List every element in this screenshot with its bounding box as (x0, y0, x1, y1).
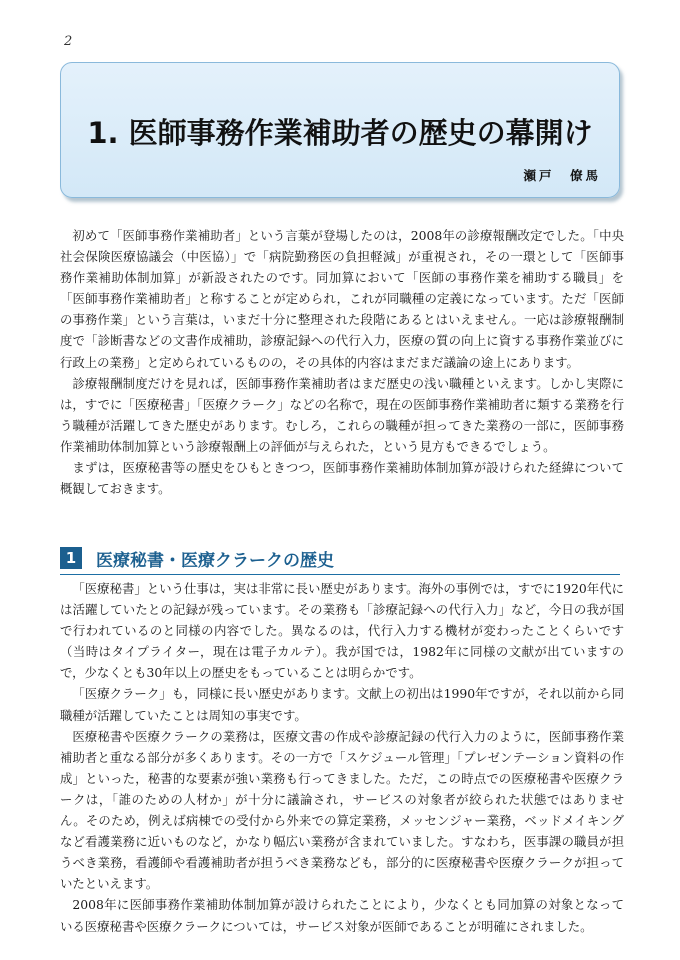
section-body-text (60, 578, 624, 937)
author-name: 瀬戸 僚馬 (523, 168, 601, 183)
paragraph: 初めて「医師事務作業補助者」という言葉が登場したのは，2008年の診療報酬改定でした。「中央社会保険医療協議会（中医協）」で「病院勤務医の負担軽減」が重視され，その一環として「医師事務作業補助体制加算」が新設されたのです。同加算において「医師の事務作業を補助する職員」を「医師事務作業補助者」と称することが定められ，これが同職種の定義になっています。ただ「医師の事務作業」という言葉は，いまだ十分に整理された段階にあるとはいえません。一応は診療報酬制度で「診断書などの文書作成補助，診療記録への代行入力，医療の質の向上に資する事務作業並びに行政上の業務」と定められているものの，その具体的内容はまだまだ議論の途上にあります。 (60, 228, 624, 370)
section-title: 医療秘書・医療クラークの歴史 (96, 550, 334, 571)
paragraph: まずは，医療秘書等の歴史をひもときつつ，医師事務作業補助体制加算が設けられた経緯について概観しておきます。 (60, 460, 624, 497)
section-heading (60, 546, 620, 575)
paragraph: 2008年に医師事務作業補助体制加算が設けられたことにより，少なくとも同加算の対象となっている医療秘書や医療クラークについては，サービス対象が医師であることが明確にされました。 (60, 897, 624, 934)
paragraph: 医療秘書や医療クラークの業務は，医療文書の作成や診療記録の代行入力のように，医師事務作業補助者と重なる部分が多くあります。その一方で「スケジュール管理」「プレゼンテーション資料の作成」といった，秘書的な要素が強い業務も行ってきました。ただ，この時点での医療秘書や医療クラークは，「誰のための人材か」が十分に議論され，サービスの対象者が絞られた状態ではありません。そのため，例えば病棟での受付から外来での算定業務，メッセンジャー業務，ベッドメイキングなど看護業務に近いものなど，かなり幅広い業務が含まれていました。すなわち，医事課の職員が担うべき業務，看護師や看護補助者が担うべき業務なども，部分的に医療秘書や医療クラークが担っていたといえます。 (60, 728, 624, 892)
chapter-title: 1. 医師事務作業補助者の歴史の幕開け (87, 116, 593, 150)
page-number: 2 (64, 34, 73, 49)
section-number-badge: 1 (60, 547, 82, 569)
paragraph: 「医療クラーク」も，同様に長い歴史があります。文献上の初出は1990年ですが，それ以前から同職種が活躍していたことは周知の事実です。 (60, 686, 624, 723)
chapter-title-box (60, 62, 620, 198)
intro-text (60, 225, 624, 499)
paragraph: 診療報酬制度だけを見れば，医師事務作業補助者はまだ歴史の浅い職種といえます。しかし実際には，すでに「医療秘書」「医療クラーク」などの名称で，現在の医師事務作業補助者に類する業務を行う職種が活躍してきた歴史があります。むしろ，これらの職種が担ってきた業務の一部に，医師事務作業補助体制加算という診療報酬上の評価が与えられた，という見方もできるでしょう。 (60, 375, 624, 454)
paragraph: 「医療秘書」という仕事は，実は非常に長い歴史があります。海外の事例では，すでに1920年代には活躍していたとの記録が残っています。その業務も「診療記録への代行入力」など，今日の我が国で行われているのと同様の内容でした。異なるのは，代行入力する機材が変わったことくらいです（当時はタイプライター，現在は電子カルテ）。我が国では，1982年に同様の文献が出ていますので，少なくとも30年以上の歴史をもっていることは明らかです。 (60, 581, 624, 681)
